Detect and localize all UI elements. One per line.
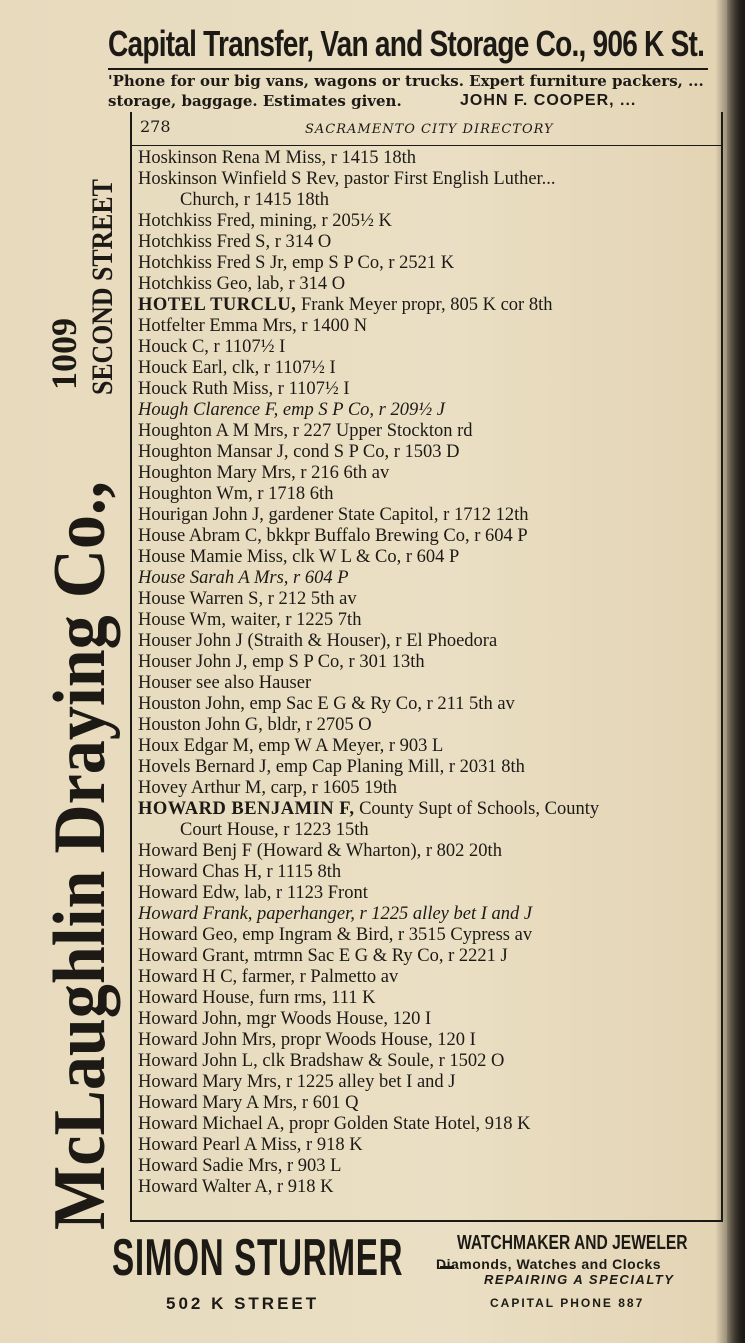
top-ad-line-1: 'Phone for our big vans, wagons or trucks. Expert furniture packers, ... [108, 72, 704, 90]
directory-entry [138, 1156, 723, 1177]
directory-entry [138, 379, 723, 400]
top-ad-proprietor: JOHN F. COOPER, ... [460, 92, 637, 109]
entry-text: Houser John J (Straith & Houser), r El Phoedora [138, 631, 498, 651]
bottom-ad-phone: CAPITAL PHONE 887 [490, 1296, 645, 1310]
entry-text: Houghton Wm, r 1718 6th [138, 484, 334, 504]
directory-entry [138, 967, 723, 988]
entry-text: Houghton Mansar J, cond S P Co, r 1503 D [138, 442, 460, 462]
bottom-ad-name: SIMON STURMER [112, 1229, 404, 1287]
entry-text: Howard House, furn rms, 111 K [138, 988, 376, 1008]
entry-text: Howard Geo, emp Ingram & Bird, r 3515 Cypress av [138, 925, 533, 945]
directory-entry [138, 1072, 723, 1093]
directory-entry [138, 736, 723, 757]
directory-entry [138, 190, 723, 211]
bottom-ad-trade: WATCHMAKER AND JEWELER [457, 1232, 688, 1254]
entry-text: Hotchkiss Fred, mining, r 205½ K [138, 211, 392, 231]
directory-entry [138, 484, 723, 505]
side-ad-number: 1009 [44, 318, 84, 390]
entry-text: Houser John J, emp S P Co, r 301 13th [138, 652, 425, 672]
directory-entry [138, 1135, 723, 1156]
directory-entry [138, 232, 723, 253]
entry-text: House Sarah A Mrs, r 604 P [138, 568, 349, 588]
directory-entry [138, 631, 723, 652]
directory-entries [138, 148, 723, 1198]
directory-entry [138, 610, 723, 631]
directory-entry [138, 652, 723, 673]
directory-entry [138, 316, 723, 337]
entry-text: Hovels Bernard J, emp Cap Planing Mill, r 2031 8th [138, 757, 525, 777]
entry-text: House Wm, waiter, r 1225 7th [138, 610, 362, 630]
entry-text: Hoskinson Rena M Miss, r 1415 18th [138, 148, 417, 168]
directory-entry [138, 694, 723, 715]
entry-text: Houghton A M Mrs, r 227 Upper Stockton rd [138, 421, 473, 441]
directory-entry [138, 904, 723, 925]
top-ad-headline: Capital Transfer, Van and Storage Co., 906 K St. [108, 23, 705, 64]
entry-text: Houck Earl, clk, r 1107½ I [138, 358, 336, 378]
entry-text: Howard Michael A, propr Golden State Hotel, 918 K [138, 1114, 531, 1134]
entry-text: Howard Benj F (Howard & Wharton), r 802 20th [138, 841, 502, 861]
entry-text: Court House, r 1223 15th [180, 820, 369, 840]
entry-text: Houx Edgar M, emp W A Meyer, r 903 L [138, 736, 444, 756]
entry-text: Hough Clarence F, emp S P Co, r 209½ J [138, 400, 445, 420]
directory-entry [138, 358, 723, 379]
directory-entry [138, 841, 723, 862]
directory-entry [138, 925, 723, 946]
entry-text: Houston John, emp Sac E G & Ry Co, r 211 5th av [138, 694, 515, 714]
entry-text: House Mamie Miss, clk W L & Co, r 604 P [138, 547, 460, 567]
directory-entry [138, 505, 723, 526]
directory-entry [138, 295, 723, 316]
entry-text: Howard John Mrs, propr Woods House, 120 I [138, 1030, 476, 1050]
entry-text: Houck Ruth Miss, r 1107½ I [138, 379, 350, 399]
directory-entry [138, 169, 723, 190]
entry-text: Hotfelter Emma Mrs, r 1400 N [138, 316, 368, 336]
entry-text: Howard Mary Mrs, r 1225 alley bet I and J [138, 1072, 456, 1092]
top-ad-rule [108, 68, 708, 70]
entry-bold-name: HOTEL TURCLU, [138, 295, 297, 315]
entry-text: Howard Edw, lab, r 1123 Front [138, 883, 368, 903]
directory-entry [138, 715, 723, 736]
directory-entry [138, 568, 723, 589]
entry-text: Howard Mary A Mrs, r 601 Q [138, 1093, 359, 1113]
entry-bold-name: HOWARD BENJAMIN F, [138, 799, 355, 819]
directory-entry [138, 274, 723, 295]
directory-entry [138, 526, 723, 547]
directory-entry [138, 148, 723, 169]
directory-entry [138, 988, 723, 1009]
side-ad-street: SECOND STREET [86, 179, 119, 395]
directory-entry [138, 673, 723, 694]
directory-entry [138, 211, 723, 232]
entry-text: Howard Grant, mtrmn Sac E G & Ry Co, r 2221 J [138, 946, 508, 966]
bottom-advertisement [112, 1228, 737, 1328]
directory-entry [138, 799, 723, 820]
entry-text: Houck C, r 1107½ I [138, 337, 286, 357]
entry-text: Howard John, mgr Woods House, 120 I [138, 1009, 432, 1029]
entry-text: Howard Walter A, r 918 K [138, 1177, 334, 1197]
directory-entry [138, 778, 723, 799]
entry-text: Howard John L, clk Bradshaw & Soule, r 1502 O [138, 1051, 505, 1071]
frame-bottom-rule [130, 1220, 723, 1222]
entry-text: Hotchkiss Geo, lab, r 314 O [138, 274, 346, 294]
entry-text: Houston John G, bldr, r 2705 O [138, 715, 372, 735]
frame-left-rule [130, 112, 132, 1220]
page-binding-edge [727, 0, 745, 1343]
entry-text: Hourigan John J, gardener State Capitol, r 1712 12th [138, 505, 529, 525]
directory-entry [138, 1030, 723, 1051]
entry-text: Hotchkiss Fred S, r 314 O [138, 232, 332, 252]
directory-entry [138, 820, 723, 841]
directory-entry [138, 862, 723, 883]
running-head: SACRAMENTO CITY DIRECTORY [305, 122, 554, 137]
directory-entry [138, 1009, 723, 1030]
directory-entry [138, 253, 723, 274]
directory-entry [138, 1177, 723, 1198]
entry-text: Hoskinson Winfield S Rev, pastor First English Luther... [138, 169, 556, 189]
entry-text: Hovey Arthur M, carp, r 1605 19th [138, 778, 397, 798]
entry-text: House Abram C, bkkpr Buffalo Brewing Co, r 604 P [138, 526, 528, 546]
top-ad-line-2: storage, baggage. Estimates given. [108, 92, 402, 110]
entry-text: Houghton Mary Mrs, r 216 6th av [138, 463, 390, 483]
directory-entry [138, 421, 723, 442]
entry-text: County Supt of Schools, County [359, 799, 600, 819]
entry-text: Hotchkiss Fred S Jr, emp S P Co, r 2521 K [138, 253, 455, 273]
entry-text: Frank Meyer propr, 805 K cor 8th [300, 295, 553, 315]
bottom-ad-address: 502 K STREET [166, 1294, 320, 1313]
directory-entry [138, 400, 723, 421]
directory-entry [138, 337, 723, 358]
bottom-ad-goods: Diamonds, Watches and Clocks [436, 1256, 662, 1272]
directory-entry [138, 883, 723, 904]
side-ad-company: McLaughlin Draying Co., [39, 481, 121, 1230]
directory-entry [138, 757, 723, 778]
directory-entry [138, 442, 723, 463]
directory-entry [138, 589, 723, 610]
entry-text: Houser see also Hauser [138, 673, 312, 693]
directory-entry [138, 547, 723, 568]
entry-text: Howard Frank, paperhanger, r 1225 alley bet I and J [138, 904, 533, 924]
entry-text: Howard H C, farmer, r Palmetto av [138, 967, 399, 987]
directory-entry [138, 946, 723, 967]
side-advertisement [40, 130, 130, 1230]
bottom-ad-specialty: REPAIRING A SPECIALTY [484, 1272, 675, 1287]
entry-text: Church, r 1415 18th [180, 190, 330, 210]
directory-entry [138, 463, 723, 484]
header-rule [130, 145, 723, 146]
entry-text: Howard Sadie Mrs, r 903 L [138, 1156, 342, 1176]
entry-text: Howard Pearl A Miss, r 918 K [138, 1135, 363, 1155]
entry-text: Howard Chas H, r 1115 8th [138, 862, 342, 882]
directory-entry [138, 1093, 723, 1114]
entry-text: House Warren S, r 212 5th av [138, 589, 357, 609]
directory-entry [138, 1051, 723, 1072]
directory-entry [138, 1114, 723, 1135]
top-advertisement [108, 24, 738, 114]
page-number: 278 [140, 117, 171, 136]
